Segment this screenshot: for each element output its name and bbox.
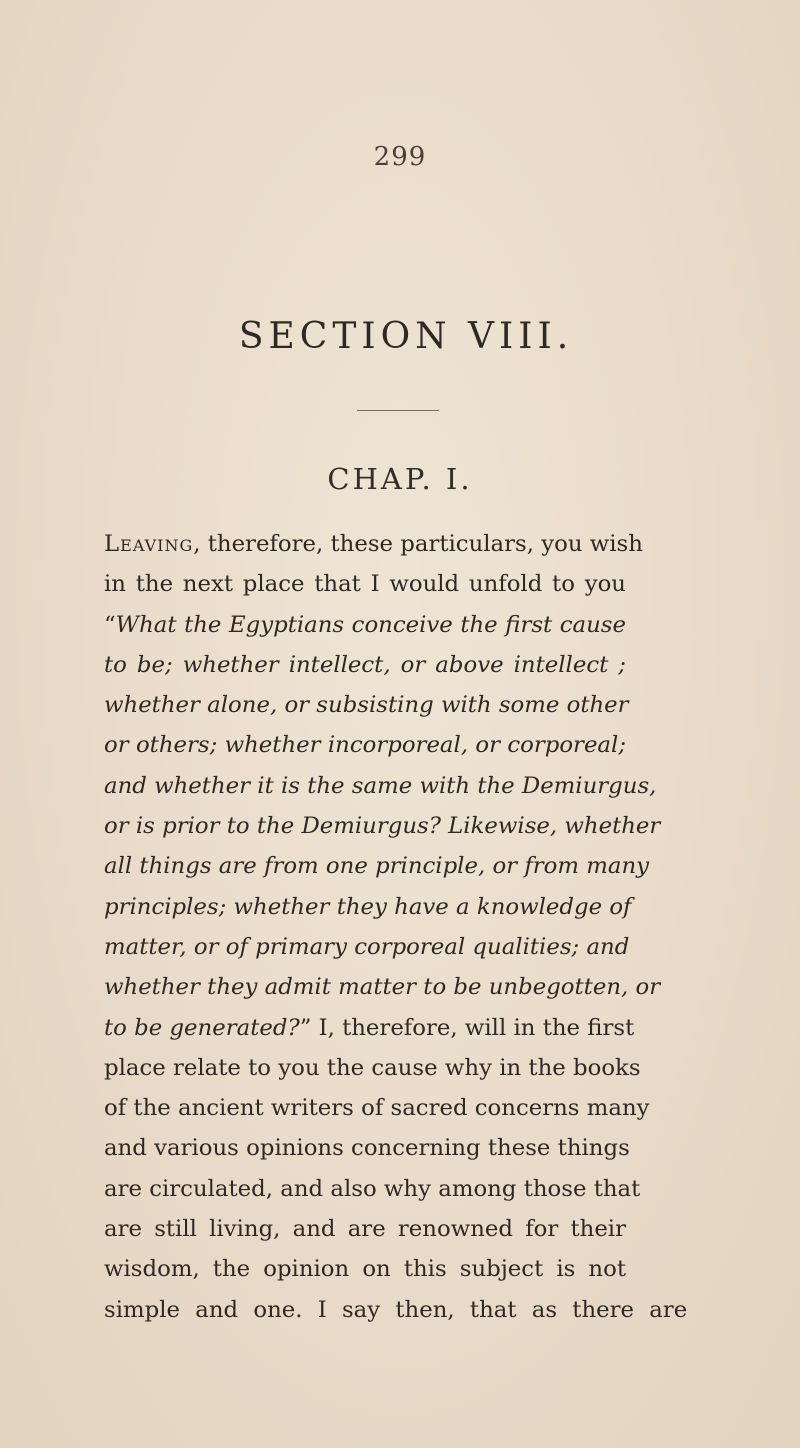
text-run: or others; whether incorporeal, or corporeal; <box>104 732 626 759</box>
text-line <box>104 524 643 564</box>
text-line <box>104 927 630 967</box>
body-paragraph <box>104 524 688 1330</box>
text-line <box>104 1128 630 1168</box>
text-line <box>104 887 632 927</box>
text-run: whether they admit matter to be unbegotten, or <box>104 974 661 1001</box>
text-line <box>104 967 661 1007</box>
text-line <box>104 1088 650 1128</box>
text-line <box>104 1169 641 1209</box>
text-run: matter, or of primary corporeal qualities; and <box>104 933 630 960</box>
text-run: place relate to you the cause why in the books <box>104 1054 641 1081</box>
text-line <box>104 1290 688 1330</box>
text-line <box>104 846 650 886</box>
text-line <box>104 564 626 604</box>
chapter-heading: CHAP. I. <box>327 462 473 496</box>
text-run: and whether it is the same with the Demiurgus, <box>104 772 657 799</box>
text-run: Leaving <box>104 531 194 557</box>
text-run: are still living, and are renowned for their <box>104 1216 626 1243</box>
text-line <box>104 766 657 806</box>
text-run: simple and one. I say then, that as there are <box>104 1296 688 1323</box>
text-line <box>104 685 629 725</box>
text-line <box>104 725 626 765</box>
text-run: wisdom, the opinion on this subject is not <box>104 1256 626 1283</box>
section-heading: SECTION VIII. <box>238 316 574 357</box>
divider-rule <box>357 410 439 411</box>
text-run: to be generated? <box>104 1014 300 1041</box>
text-run: and various opinions concerning these things <box>104 1135 630 1162</box>
text-line <box>104 1008 635 1048</box>
text-run: are circulated, and also why among those that <box>104 1175 641 1202</box>
text-line <box>104 605 626 645</box>
text-run: in the next place that I would unfold to you <box>104 571 626 598</box>
text-run: whether alone, or subsisting with some other <box>104 692 629 719</box>
text-line <box>104 1048 641 1088</box>
text-run: ” I, therefore, will in the first <box>299 1014 635 1041</box>
text-line <box>104 1249 626 1289</box>
text-line <box>104 645 626 685</box>
text-run: to be; whether intellect, or above intellect ; <box>104 651 626 678</box>
text-run: or is prior to the Demiurgus? Likewise, whether <box>104 813 661 840</box>
text-run: , therefore, these particulars, you wish <box>193 531 643 557</box>
text-run: “ <box>104 611 116 638</box>
page-number: 299 <box>373 142 427 172</box>
text-line <box>104 806 661 846</box>
text-run: of the ancient writers of sacred concerns many <box>104 1095 650 1122</box>
text-run: What the Egyptians conceive the first cause <box>115 611 626 638</box>
text-line <box>104 1209 626 1249</box>
text-run: principles; whether they have a knowledge of <box>104 893 632 920</box>
text-run: all things are from one principle, or from many <box>104 853 650 880</box>
